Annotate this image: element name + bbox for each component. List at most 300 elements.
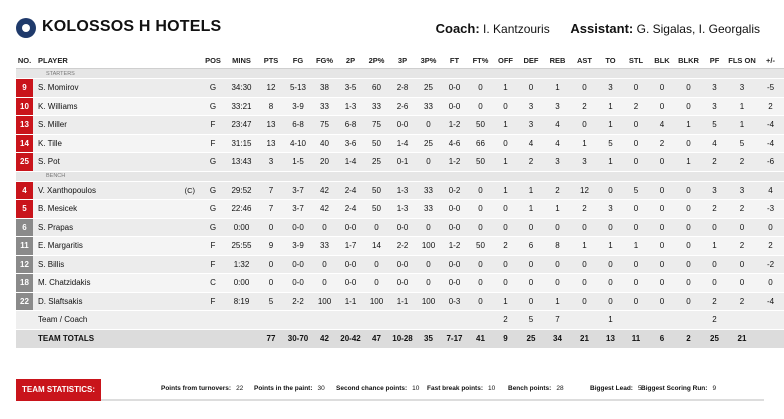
jersey-number: 10 [16, 97, 33, 116]
stat-cell: 0 [649, 274, 675, 293]
stat-cell: 25 [364, 153, 389, 172]
stat-cell: 5 [598, 134, 623, 153]
column-header: REB [544, 52, 571, 69]
stat-cell: 0 [416, 218, 441, 237]
stat-cell [416, 311, 441, 330]
stat-cell: F [201, 237, 225, 256]
stat-cell: 50 [364, 134, 389, 153]
stat-cell: 0 [571, 274, 598, 293]
stat-cell [571, 311, 598, 330]
column-header: FT [441, 52, 468, 69]
stat-cell: 1 [598, 153, 623, 172]
stat-cell: 1 [493, 116, 518, 135]
player-name: S. Billis [33, 255, 201, 274]
stat-cell: -2 [757, 255, 784, 274]
stat-cell: 0 [649, 292, 675, 311]
player-row [16, 218, 784, 237]
stat-cell: 0-0 [337, 218, 364, 237]
stat-cell: 20 [312, 153, 337, 172]
stat-cell: 0-0 [389, 218, 416, 237]
stat-cell: 77 [258, 329, 284, 348]
stat-cell: 2 [702, 311, 727, 330]
stat-cell: 0 [571, 218, 598, 237]
stat-cell: 50 [468, 153, 493, 172]
column-header: POS [201, 52, 225, 69]
stat-cell: 0 [544, 255, 571, 274]
stat-cell: 0 [649, 237, 675, 256]
stat-cell: 0:00 [225, 218, 258, 237]
stat-cell: 42 [312, 200, 337, 219]
stat-cell: 0 [649, 97, 675, 116]
stat-cell: 2-4 [337, 200, 364, 219]
column-header: PLAYER [33, 52, 201, 69]
column-header: OFF [493, 52, 518, 69]
team-stat-label: Bench points: [508, 385, 552, 392]
stat-cell: -4 [757, 134, 784, 153]
team-stat [641, 385, 716, 392]
stat-cell: 0 [468, 97, 493, 116]
stat-cell: 75 [312, 116, 337, 135]
stat-cell: 7 [544, 311, 571, 330]
stat-cell: 8 [258, 97, 284, 116]
stat-cell: 0 [518, 255, 544, 274]
stat-cell: 1 [493, 79, 518, 98]
player-row [16, 292, 784, 311]
stat-cell: 3-7 [284, 200, 312, 219]
table-header [16, 52, 784, 69]
column-header: BLK [649, 52, 675, 69]
stat-cell: 4-6 [441, 134, 468, 153]
stat-cell: 0 [702, 218, 727, 237]
stat-cell: 6 [518, 237, 544, 256]
stat-cell: 0 [649, 218, 675, 237]
stat-cell: 12 [258, 79, 284, 98]
stat-cell: 0 [571, 255, 598, 274]
stat-cell [757, 329, 784, 348]
stat-cell: 5 [702, 116, 727, 135]
stat-cell: 2 [702, 200, 727, 219]
stat-cell: 3 [598, 200, 623, 219]
stat-cell: 1-4 [389, 134, 416, 153]
stat-cell: 0 [468, 200, 493, 219]
jersey-number: 9 [16, 79, 33, 98]
stat-cell: 42 [312, 181, 337, 200]
player-row [16, 134, 784, 153]
stat-cell [468, 311, 493, 330]
stat-cell: -3 [757, 200, 784, 219]
player-row [16, 116, 784, 135]
stat-cell: 100 [312, 292, 337, 311]
stat-cell: 1-4 [337, 153, 364, 172]
stat-cell: 0 [623, 79, 649, 98]
stat-cell [337, 311, 364, 330]
jersey-number: 4 [16, 181, 33, 200]
stat-cell: 6-8 [284, 116, 312, 135]
stat-cell: 5-13 [284, 79, 312, 98]
stat-cell: 13 [258, 116, 284, 135]
stat-cell: 50 [468, 116, 493, 135]
stat-cell: 1-1 [389, 292, 416, 311]
stat-cell: 0 [468, 218, 493, 237]
stat-cell: 0 [727, 218, 757, 237]
stat-cell: 25 [702, 329, 727, 348]
stat-cell: 0-0 [389, 116, 416, 135]
stat-cell: 3 [702, 79, 727, 98]
stat-cell: 3 [727, 181, 757, 200]
stat-cell: 3 [544, 97, 571, 116]
team-stat [508, 385, 564, 392]
stat-cell: 3 [702, 181, 727, 200]
stat-cell: 1-3 [337, 97, 364, 116]
stat-cell: 2 [518, 153, 544, 172]
stat-cell: 1 [518, 200, 544, 219]
column-header: 2P [337, 52, 364, 69]
stat-cell: 0 [757, 274, 784, 293]
stat-cell: 2-6 [389, 97, 416, 116]
stat-cell: 4 [649, 116, 675, 135]
stat-cell: 2 [727, 200, 757, 219]
stat-cell: 2 [757, 237, 784, 256]
stat-cell [201, 311, 225, 330]
stat-cell: 0 [675, 218, 702, 237]
stat-cell: 0 [416, 274, 441, 293]
stat-cell [675, 311, 702, 330]
stat-cell: 0 [468, 274, 493, 293]
team-stat-value: 10 [412, 385, 420, 392]
stat-cell: 0 [468, 255, 493, 274]
stat-cell: 5 [727, 134, 757, 153]
stat-cell: 0 [468, 292, 493, 311]
stat-cell: 0 [416, 153, 441, 172]
stat-cell: 66 [468, 134, 493, 153]
stat-cell [225, 329, 258, 348]
stat-cell: 0 [675, 97, 702, 116]
stat-cell: 0 [649, 181, 675, 200]
stat-cell: F [201, 134, 225, 153]
stat-cell: 1 [544, 292, 571, 311]
stat-cell: 0 [623, 274, 649, 293]
player-row [16, 200, 784, 219]
stat-cell: F [201, 292, 225, 311]
stat-cell: 14 [364, 237, 389, 256]
stat-cell: 3-6 [337, 134, 364, 153]
column-header: FT% [468, 52, 493, 69]
captain-mark: (C) [184, 185, 195, 195]
stat-cell: 2 [727, 237, 757, 256]
stat-cell: 0 [544, 274, 571, 293]
stat-cell: 0-0 [441, 255, 468, 274]
player-row [16, 274, 784, 293]
stat-cell: 1 [544, 200, 571, 219]
stat-cell: 0-0 [337, 274, 364, 293]
team-stat-label: Second chance points: [336, 385, 408, 392]
stat-cell: 3 [518, 97, 544, 116]
stat-cell: 1-7 [337, 237, 364, 256]
team-statistics-title: TEAM STATISTICS: [16, 379, 101, 401]
stat-cell: 0 [364, 274, 389, 293]
stat-cell: 0 [623, 134, 649, 153]
stat-cell [623, 311, 649, 330]
stat-cell: 13:43 [225, 153, 258, 172]
team-stat-value: 10 [487, 385, 496, 392]
stat-cell: -4 [757, 292, 784, 311]
stat-cell: G [201, 218, 225, 237]
stat-cell [16, 329, 33, 348]
stat-cell: 1 [598, 97, 623, 116]
stat-cell: 4 [757, 181, 784, 200]
stat-cell: 0 [258, 274, 284, 293]
stat-cell: 2 [702, 292, 727, 311]
stat-cell: 33:21 [225, 97, 258, 116]
stat-cell: 0-0 [337, 255, 364, 274]
stat-cell: 0 [727, 274, 757, 293]
stat-cell [258, 311, 284, 330]
stat-cell: 0 [623, 292, 649, 311]
stat-cell: G [201, 79, 225, 98]
stat-cell: 0-0 [441, 274, 468, 293]
team-stat-label: Biggest Lead: [590, 385, 633, 392]
stat-cell: 13 [258, 134, 284, 153]
column-header: 3P% [416, 52, 441, 69]
stat-cell: 1 [598, 237, 623, 256]
stat-cell: 2-4 [337, 181, 364, 200]
stat-cell: 7 [258, 181, 284, 200]
stat-cell: 1 [598, 116, 623, 135]
team-stat-label: Biggest Scoring Run: [641, 385, 708, 392]
column-header: TO [598, 52, 623, 69]
stat-cell: 1 [518, 181, 544, 200]
stat-cell: 2 [675, 329, 702, 348]
stat-cell [757, 311, 784, 330]
stat-cell [312, 311, 337, 330]
stat-cell: 40 [312, 134, 337, 153]
stat-cell: 1 [675, 116, 702, 135]
stat-cell: 1 [493, 153, 518, 172]
player-name: E. Margaritis [33, 237, 201, 256]
header [16, 14, 760, 42]
stat-cell: 0 [598, 274, 623, 293]
player-name: S. Miller [33, 116, 201, 135]
team-stat-label: Points from turnovers: [161, 385, 232, 392]
stat-cell: 41 [468, 329, 493, 348]
starters-section [16, 69, 784, 79]
stat-cell: 0 [675, 292, 702, 311]
stat-cell: 0-0 [441, 97, 468, 116]
stat-cell: 0 [493, 255, 518, 274]
column-header: PF [702, 52, 727, 69]
stat-cell: 75 [364, 116, 389, 135]
stat-cell: 0 [649, 79, 675, 98]
stat-cell: G [201, 97, 225, 116]
stat-cell: 25 [518, 329, 544, 348]
player-name: K. Tille [33, 134, 201, 153]
stat-cell: 25:55 [225, 237, 258, 256]
player-row [16, 237, 784, 256]
stat-cell: 0 [312, 255, 337, 274]
stat-cell: 11 [623, 329, 649, 348]
coach-info [436, 21, 760, 36]
stat-cell: 0-0 [441, 218, 468, 237]
jersey-number: 25 [16, 153, 33, 172]
stat-cell: 4-10 [284, 134, 312, 153]
stat-cell: 1-1 [337, 292, 364, 311]
jersey-number: 11 [16, 237, 33, 256]
stat-cell: 60 [364, 79, 389, 98]
stat-cell: 1 [598, 311, 623, 330]
stat-cell: 1 [493, 292, 518, 311]
column-header: MINS [225, 52, 258, 69]
stat-cell: 25 [416, 134, 441, 153]
stat-cell [389, 311, 416, 330]
stat-cell: 0-0 [389, 274, 416, 293]
stat-cell [727, 311, 757, 330]
stat-cell: 0 [702, 255, 727, 274]
stat-cell: 34 [544, 329, 571, 348]
stat-cell: 1-2 [441, 237, 468, 256]
stat-cell: 0 [598, 181, 623, 200]
stat-cell: -6 [757, 153, 784, 172]
jersey-number: 6 [16, 218, 33, 237]
column-header: 2P% [364, 52, 389, 69]
stat-cell: 0 [675, 274, 702, 293]
coach-name: I. Kantzouris [483, 22, 550, 36]
stat-cell: 3 [571, 153, 598, 172]
stat-cell: 0 [623, 153, 649, 172]
stat-cell: 10-28 [389, 329, 416, 348]
stat-cell: 0 [544, 218, 571, 237]
stat-cell: 0 [518, 274, 544, 293]
stat-cell: 0 [623, 116, 649, 135]
stat-cell: 2 [649, 134, 675, 153]
stat-cell: 0 [571, 79, 598, 98]
stat-cell: 0 [364, 255, 389, 274]
stat-cell: 0 [727, 255, 757, 274]
bench-section-label: BENCH [16, 171, 784, 181]
stat-cell: 2 [702, 153, 727, 172]
column-header: +/- [757, 52, 784, 69]
stat-cell: 33 [416, 97, 441, 116]
stat-cell [441, 311, 468, 330]
stat-cell: 20-42 [337, 329, 364, 348]
jersey-number: 22 [16, 292, 33, 311]
stat-cell: 0 [571, 292, 598, 311]
stat-cell: 2 [544, 181, 571, 200]
stat-cell: 1 [544, 79, 571, 98]
stat-cell: 0-0 [441, 200, 468, 219]
player-row [16, 97, 784, 116]
stat-cell: 0 [675, 237, 702, 256]
stat-cell: 1-2 [441, 153, 468, 172]
stat-cell: 3-5 [337, 79, 364, 98]
team-name: KOLOSSOS H HOTELS [42, 18, 222, 35]
stat-cell: 4 [544, 134, 571, 153]
stat-cell: 0 [675, 181, 702, 200]
stat-cell: 31:15 [225, 134, 258, 153]
stat-cell: 0 [675, 255, 702, 274]
stat-cell: 100 [416, 292, 441, 311]
stat-cell: 9 [258, 237, 284, 256]
stat-cell [16, 311, 33, 330]
jersey-number: 13 [16, 116, 33, 135]
team-stat [427, 385, 495, 392]
team-logo-icon [16, 18, 36, 38]
stat-cell: 0 [312, 218, 337, 237]
column-header: STL [623, 52, 649, 69]
stat-cell [201, 329, 225, 348]
stat-cell: 0 [258, 218, 284, 237]
stat-cell: 0 [518, 218, 544, 237]
stat-cell: 33 [312, 97, 337, 116]
stat-cell: 0 [258, 255, 284, 274]
stat-cell: 50 [364, 181, 389, 200]
stat-cell: 0 [416, 255, 441, 274]
stat-cell: 0 [571, 116, 598, 135]
stat-cell: 7 [258, 200, 284, 219]
stat-cell: 0 [493, 274, 518, 293]
stat-cell: 1-5 [284, 153, 312, 172]
stat-cell: 1-2 [441, 116, 468, 135]
stat-cell: 3-7 [284, 181, 312, 200]
stat-cell: 0 [675, 200, 702, 219]
stat-cell: 21 [727, 329, 757, 348]
stat-cell: 2 [493, 237, 518, 256]
stat-cell: 3-9 [284, 97, 312, 116]
stat-cell: 2 [727, 153, 757, 172]
stat-cell: 100 [416, 237, 441, 256]
column-header: AST [571, 52, 598, 69]
stat-cell: 47 [364, 329, 389, 348]
team-coach-row [16, 311, 784, 330]
stat-cell: 4 [702, 134, 727, 153]
stat-cell: 0 [757, 218, 784, 237]
column-header: FG [284, 52, 312, 69]
jersey-number: 5 [16, 200, 33, 219]
stat-cell: 0-0 [389, 255, 416, 274]
stat-cell: 35 [416, 329, 441, 348]
column-header: NO. [16, 52, 33, 69]
stat-cell [225, 311, 258, 330]
boxscore-table [16, 52, 784, 349]
team-stat-value: 30 [317, 385, 325, 392]
player-row [16, 181, 784, 200]
jersey-number: 12 [16, 255, 33, 274]
stat-cell: 0 [623, 200, 649, 219]
player-row [16, 153, 784, 172]
stat-cell: 5 [258, 292, 284, 311]
player-name: V. Xanthopoulos (C) [33, 181, 201, 200]
jersey-number: 18 [16, 274, 33, 293]
assistant-names: G. Sigalas, I. Georgalis [636, 22, 760, 36]
stat-cell: 0 [598, 292, 623, 311]
stat-cell: 8:19 [225, 292, 258, 311]
team-stat [336, 385, 419, 392]
stat-cell [649, 311, 675, 330]
stat-cell: 0 [702, 274, 727, 293]
player-row [16, 255, 784, 274]
team-statistics-bar [16, 379, 764, 401]
stat-cell: 0 [623, 255, 649, 274]
player-name: S. Momirov [33, 79, 201, 98]
stat-cell: 0 [649, 200, 675, 219]
stat-cell: 34:30 [225, 79, 258, 98]
bench-section [16, 171, 784, 181]
player-name: S. Prapas [33, 218, 201, 237]
stat-cell: 23:47 [225, 116, 258, 135]
stat-cell: 0 [598, 218, 623, 237]
stat-cell: 2-2 [284, 292, 312, 311]
player-name: S. Pot [33, 153, 201, 172]
stat-cell: 3 [727, 79, 757, 98]
